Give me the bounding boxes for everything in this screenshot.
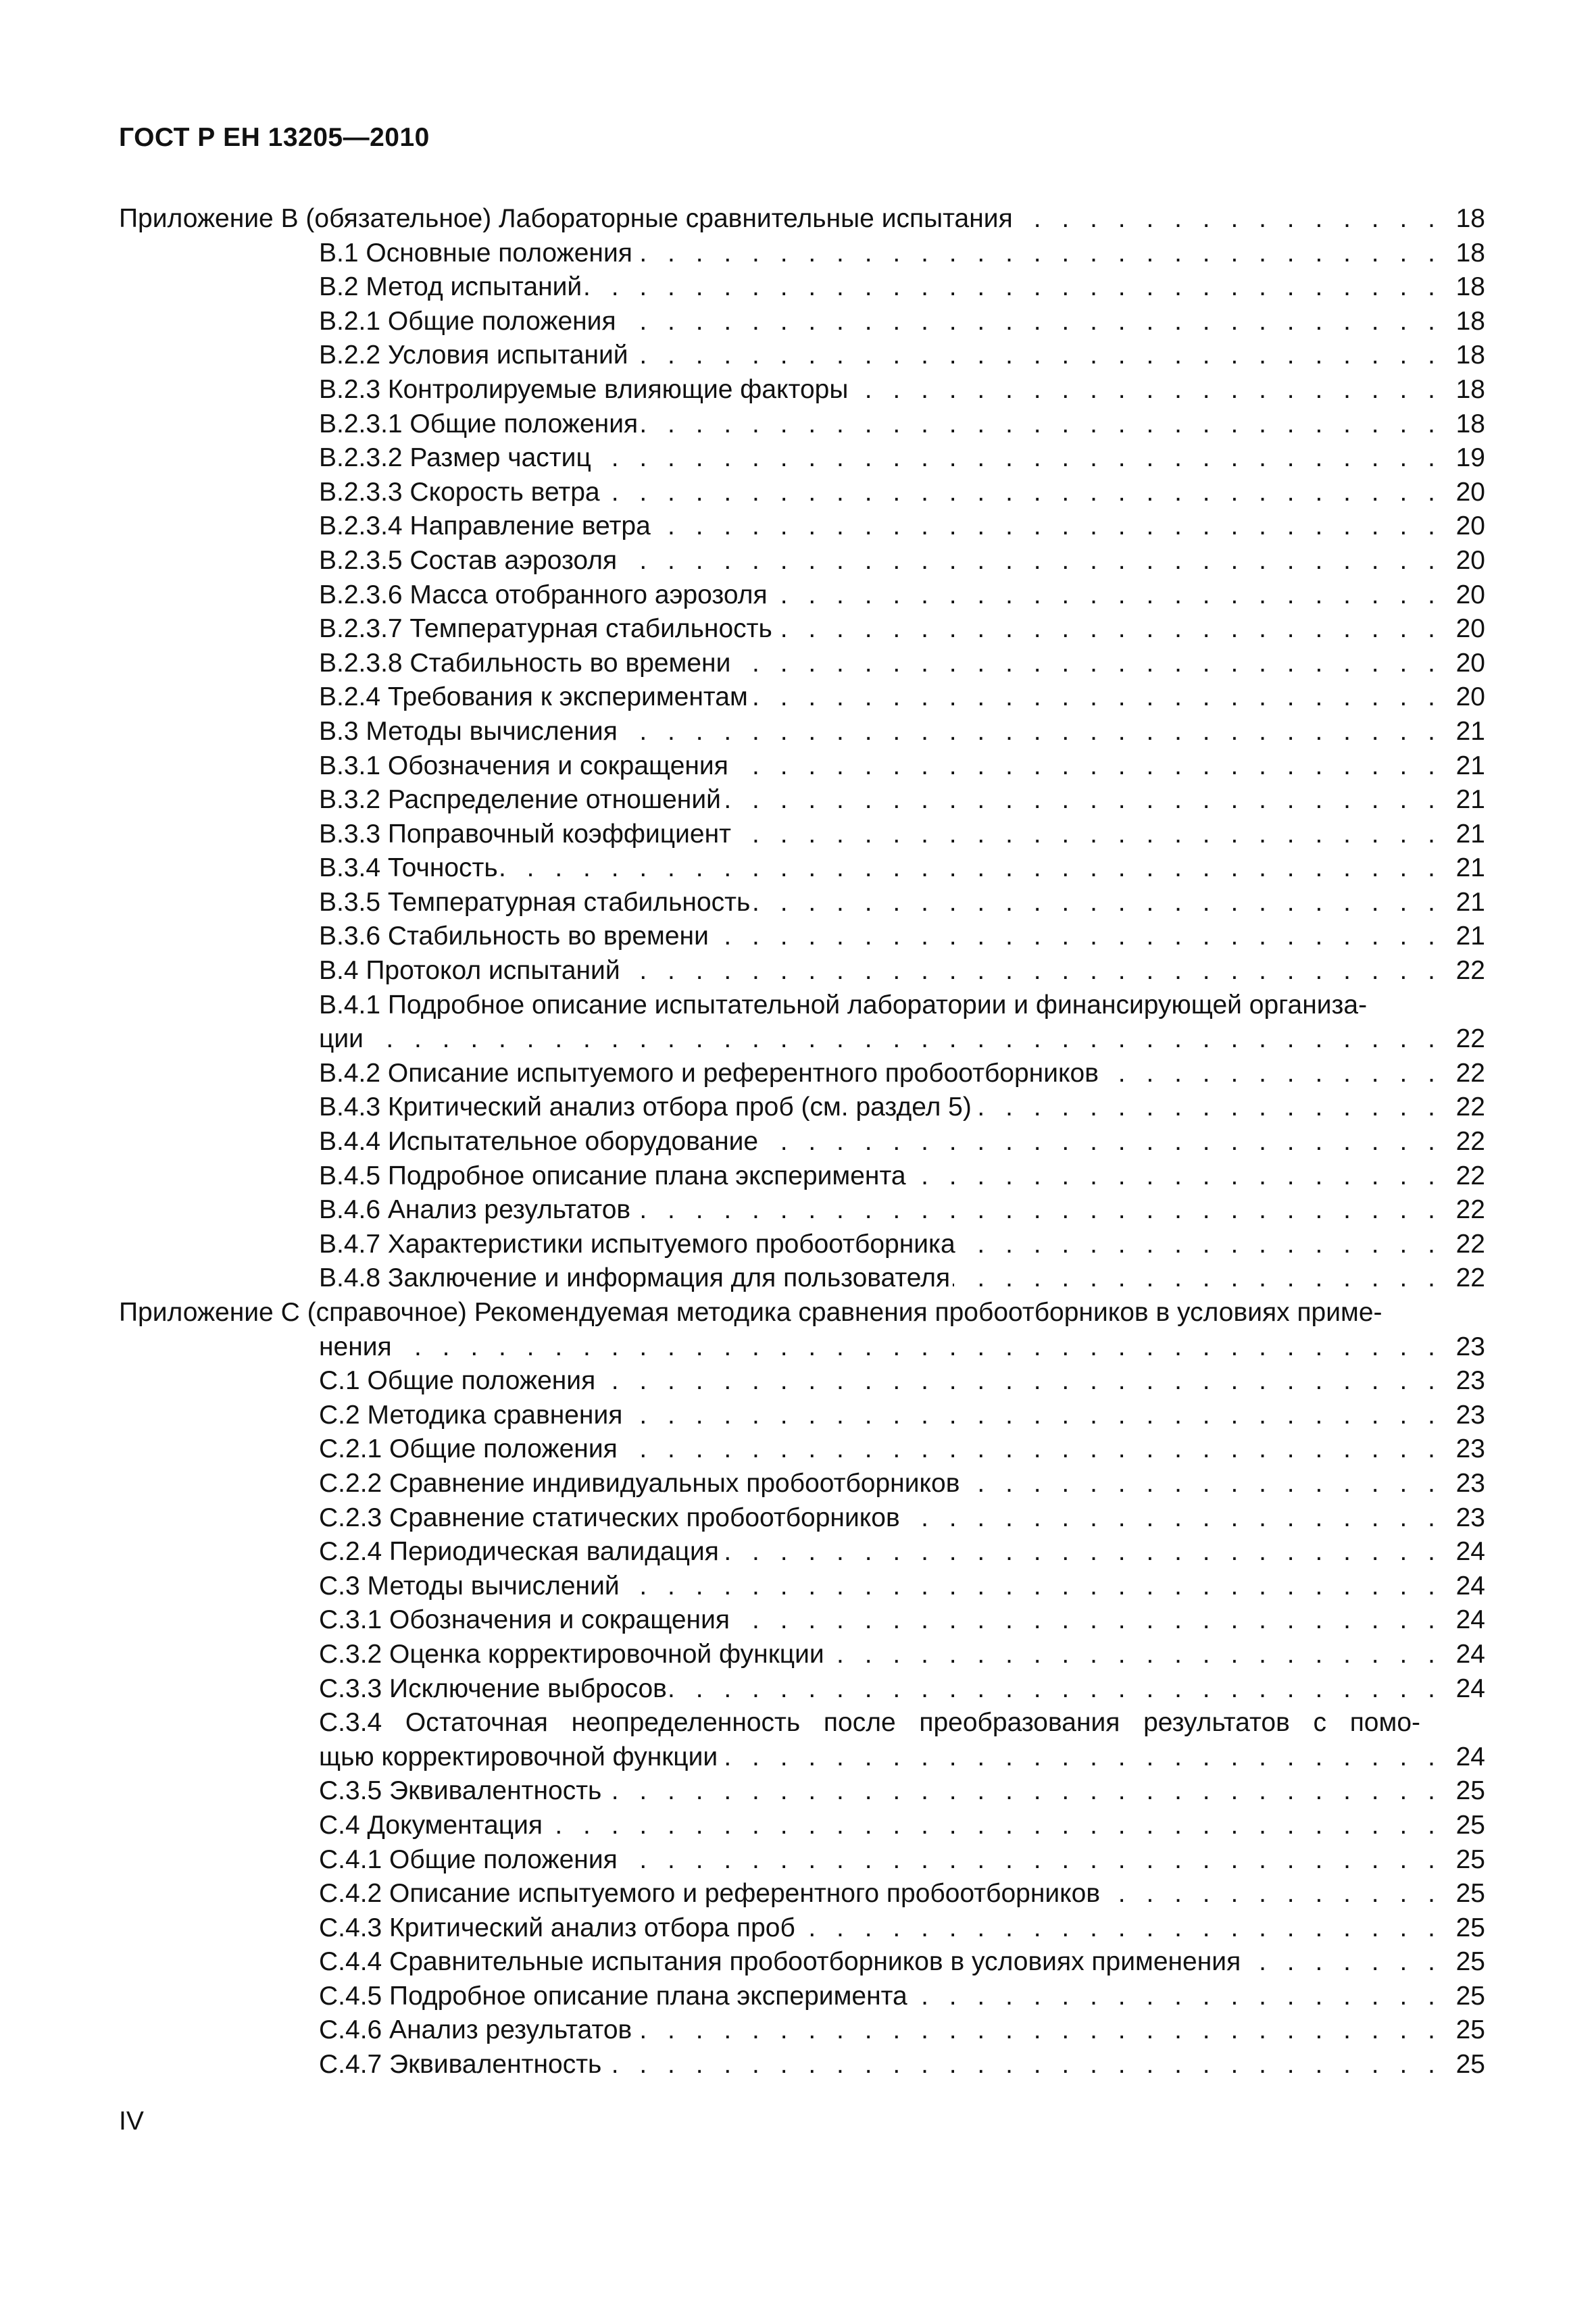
toc-entry[interactable] <box>119 1467 1485 1501</box>
toc-entry-page: 24 <box>1455 1571 1485 1601</box>
toc-entry-page: 21 <box>1455 751 1485 780</box>
toc-entry-page: 23 <box>1455 1332 1485 1361</box>
toc-entry-title: B.2.3.4 Направление ветра <box>319 511 651 541</box>
toc-entry-title: B.2.4 Требования к экспериментам <box>319 682 748 712</box>
toc-entry[interactable] <box>119 1535 1485 1569</box>
toc-entry-title: B.4.4 Испытательное оборудование <box>319 1127 759 1157</box>
toc-entry-page: 20 <box>1455 545 1485 575</box>
toc-entry-page: 18 <box>1455 238 1485 268</box>
toc-entry[interactable] <box>119 407 1485 442</box>
toc-entry[interactable] <box>119 1399 1485 1433</box>
toc-entry-page: 20 <box>1455 682 1485 712</box>
toc-dot-leader <box>953 1261 1442 1296</box>
toc-dot-leader <box>395 1330 1442 1365</box>
toc-entry-title: B.4.5 Подробное описание плана эксперимента <box>319 1161 906 1190</box>
toc-entry-title: С.4.5 Подробное описание плана эксперимента <box>319 1981 907 2011</box>
toc-entry-title: B.3.6 Стабильность во времени <box>319 922 709 951</box>
toc-dot-leader <box>501 851 1442 886</box>
toc-entry-page: 21 <box>1455 716 1485 746</box>
toc-entry-page: 22 <box>1455 1195 1485 1225</box>
toc-entry[interactable] <box>119 1364 1485 1399</box>
toc-entry[interactable] <box>119 647 1485 681</box>
toc-entry[interactable] <box>119 1569 1485 1604</box>
toc-dot-leader <box>903 1501 1442 1536</box>
toc-dot-leader <box>798 1911 1442 1946</box>
toc-entry-page: 25 <box>1455 1879 1485 1909</box>
toc-entry-page: 21 <box>1455 887 1485 917</box>
toc-entry-title: B.3.5 Температурная стабильность <box>319 887 751 917</box>
toc-entry-title: B.2.3.1 Общие положения <box>319 409 639 438</box>
toc-entry-page: 20 <box>1455 511 1485 541</box>
toc-dot-leader <box>623 954 1442 988</box>
toc-entry-title: B.4.1 Подробное описание испытательной лаборатории и финансирующей организа- <box>319 990 1368 1020</box>
toc-entry-title: B.2.3.3 Скорость ветра <box>319 477 600 507</box>
toc-entry-page: 20 <box>1455 648 1485 678</box>
toc-dot-leader <box>604 2048 1442 2082</box>
toc-entry-page: 25 <box>1455 1810 1485 1840</box>
toc-entry-title: B.3 Методы вычисления <box>319 716 618 746</box>
toc-entry-page: 21 <box>1455 853 1485 883</box>
toc-dot-leader <box>635 236 1442 271</box>
toc-entry-title: B.2 Метод испытаний <box>319 272 582 302</box>
table-of-contents <box>119 202 1485 2082</box>
toc-entry-title: С.3.5 Эквивалентность <box>319 1776 602 1806</box>
toc-entry[interactable] <box>119 1740 1485 1775</box>
toc-entry[interactable] <box>119 338 1485 373</box>
toc-dot-leader <box>584 270 1442 305</box>
toc-entry[interactable] <box>119 1125 1485 1159</box>
toc-entry-title: Приложение B (обязательное) Лабораторные сравнительные испытания <box>119 204 1013 233</box>
toc-entry[interactable] <box>119 1706 1485 1740</box>
toc-entry-title: С.2 Методика сравнения <box>319 1400 623 1430</box>
toc-entry-title: B.4 Протокол испытаний <box>319 956 620 986</box>
toc-dot-leader <box>1016 202 1442 236</box>
toc-entry-title: С.4.1 Общие положения <box>319 1844 618 1874</box>
toc-entry-title: B.2.3 Контролируемые влияющие факторы <box>319 374 849 404</box>
toc-entry-title: B.2.3.7 Температурная стабильность <box>319 614 772 644</box>
toc-entry[interactable] <box>119 1228 1485 1262</box>
toc-entry[interactable] <box>119 1945 1485 1980</box>
toc-entry-page: 21 <box>1455 785 1485 815</box>
toc-entry[interactable] <box>119 886 1485 920</box>
document-header: ГОСТ Р ЕН 13205—2010 <box>119 123 430 152</box>
toc-dot-leader <box>732 1603 1442 1638</box>
toc-entry-title: С.3.3 Исключение выбросов <box>319 1674 667 1703</box>
toc-entry[interactable] <box>119 1980 1485 2014</box>
toc-entry-page: 18 <box>1455 409 1485 438</box>
toc-entry[interactable] <box>119 1843 1485 1878</box>
toc-entry[interactable] <box>119 1022 1485 1057</box>
toc-dot-leader <box>731 749 1442 784</box>
toc-dot-leader <box>545 1809 1442 1843</box>
toc-entry-page: 25 <box>1455 1947 1485 1977</box>
toc-entry-title: С.4.4 Сравнительные испытания пробоотборников в условиях применения <box>319 1947 1241 1977</box>
toc-entry-page: 21 <box>1455 922 1485 951</box>
toc-entry-page: 18 <box>1455 204 1485 233</box>
toc-dot-leader <box>733 647 1442 681</box>
toc-entry-page: 22 <box>1455 1127 1485 1157</box>
toc-entry[interactable] <box>119 818 1485 852</box>
toc-entry[interactable] <box>119 2048 1485 2082</box>
toc-dot-leader <box>1103 1877 1442 1911</box>
toc-entry-title: С.4.7 Эквивалентность <box>319 2050 602 2080</box>
toc-dot-leader <box>958 1228 1442 1262</box>
toc-dot-leader <box>910 1980 1442 2014</box>
toc-entry-page: 19 <box>1455 443 1485 473</box>
toc-entry[interactable] <box>119 236 1485 271</box>
toc-entry-page: 20 <box>1455 580 1485 609</box>
toc-entry-page: 24 <box>1455 1537 1485 1567</box>
toc-dot-leader <box>620 1843 1442 1878</box>
toc-entry-page: 24 <box>1455 1639 1485 1669</box>
toc-entry-title: B.2.1 Общие положения <box>319 306 616 336</box>
toc-entry-page: 25 <box>1455 1844 1485 1874</box>
toc-entry-title: Приложение С (справочное) Рекомендуемая методика сравнения пробоотборников в условиях приме- <box>119 1298 1382 1327</box>
toc-dot-leader <box>724 783 1442 818</box>
toc-entry-title: С.2.3 Сравнение статических пробоотборников <box>319 1503 900 1532</box>
toc-entry[interactable] <box>119 1911 1485 1946</box>
toc-entry[interactable] <box>119 920 1485 954</box>
toc-entry-title: щью корректировочной функции <box>319 1742 718 1771</box>
toc-dot-leader <box>366 1022 1442 1057</box>
toc-entry[interactable] <box>119 1090 1485 1125</box>
toc-entry[interactable] <box>119 680 1485 715</box>
toc-entry-page: 20 <box>1455 614 1485 644</box>
toc-entry-title: B.4.3 Критический анализ отбора проб (см. раздел 5) <box>319 1092 972 1122</box>
toc-entry[interactable] <box>119 1603 1485 1638</box>
toc-entry-page: 25 <box>1455 2015 1485 2045</box>
toc-dot-leader <box>619 305 1442 339</box>
toc-entry-page: 25 <box>1455 1981 1485 2011</box>
toc-entry-page: 22 <box>1455 1058 1485 1088</box>
toc-entry-title: С.3.1 Обозначения и сокращения <box>319 1605 730 1635</box>
toc-entry-title: С.4.6 Анализ результатов <box>319 2015 632 2045</box>
toc-entry[interactable] <box>119 305 1485 339</box>
toc-dot-leader <box>712 920 1442 954</box>
toc-entry-title: С.4 Документация <box>319 1810 543 1840</box>
toc-dot-leader <box>625 1399 1442 1433</box>
toc-entry-page: 22 <box>1455 1263 1485 1293</box>
toc-entry-page: 18 <box>1455 341 1485 370</box>
toc-dot-leader <box>761 1125 1442 1159</box>
toc-dot-leader <box>620 1432 1442 1467</box>
toc-dot-leader <box>670 1672 1442 1707</box>
toc-entry-title: С.2.4 Периодическая валидация <box>319 1537 719 1567</box>
toc-dot-leader <box>909 1159 1442 1194</box>
toc-dot-leader <box>851 373 1442 407</box>
toc-entry-page: 25 <box>1455 1776 1485 1806</box>
toc-entry[interactable] <box>119 476 1485 510</box>
toc-dot-leader <box>598 1364 1442 1399</box>
toc-dot-leader <box>751 680 1442 715</box>
toc-entry[interactable] <box>119 1261 1485 1296</box>
toc-entry-title: С.3 Методы вычислений <box>319 1571 620 1601</box>
toc-entry-title: B.4.7 Характеристики испытуемого пробоотборника <box>319 1229 955 1259</box>
toc-entry[interactable] <box>119 544 1485 578</box>
toc-dot-leader <box>620 544 1442 578</box>
toc-entry-page: 22 <box>1455 956 1485 986</box>
toc-dot-leader <box>653 509 1442 544</box>
toc-dot-leader <box>770 578 1442 613</box>
toc-entry[interactable] <box>119 988 1485 1023</box>
toc-entry-page: 22 <box>1455 1161 1485 1190</box>
toc-entry-title: С.4.3 Критический анализ отбора проб <box>319 1913 795 1942</box>
toc-entry-title: С.3.4 Остаточная неопределенность после преобразования результатов с помо- <box>319 1708 1420 1738</box>
toc-entry[interactable] <box>119 373 1485 407</box>
toc-entry[interactable] <box>119 749 1485 784</box>
toc-dot-leader <box>631 338 1442 373</box>
toc-entry-title: B.2.3.5 Состав аэрозоля <box>319 545 618 575</box>
toc-entry[interactable] <box>119 441 1485 476</box>
toc-entry-page: 22 <box>1455 1229 1485 1259</box>
toc-dot-leader <box>622 1569 1442 1604</box>
toc-entry-title: B.2.2 Условия испытаний <box>319 341 628 370</box>
toc-entry-page: 23 <box>1455 1503 1485 1532</box>
toc-entry[interactable] <box>119 1672 1485 1707</box>
toc-entry-title: С.1 Общие положения <box>319 1366 596 1396</box>
toc-entry[interactable] <box>119 578 1485 613</box>
toc-entry-title: B.4.2 Описание испытуемого и референтного пробоотборников <box>319 1058 1099 1088</box>
toc-entry-title: B.3.2 Распределение отношений <box>319 785 721 815</box>
toc-entry-page: 22 <box>1455 1024 1485 1054</box>
toc-entry-page: 24 <box>1455 1674 1485 1703</box>
toc-entry-page: 23 <box>1455 1434 1485 1464</box>
toc-dot-leader <box>620 715 1442 749</box>
toc-entry-page: 18 <box>1455 374 1485 404</box>
toc-entry[interactable] <box>119 1877 1485 1911</box>
toc-entry[interactable] <box>119 1296 1485 1330</box>
toc-entry-page: 24 <box>1455 1742 1485 1771</box>
toc-entry-page: 22 <box>1455 1092 1485 1122</box>
toc-dot-leader <box>641 407 1442 442</box>
toc-entry[interactable] <box>119 612 1485 647</box>
toc-entry-title: B.3.4 Точность <box>319 853 498 883</box>
toc-entry[interactable] <box>119 954 1485 988</box>
toc-entry-title: B.2.3.2 Размер частиц <box>319 443 591 473</box>
toc-entry[interactable] <box>119 1638 1485 1672</box>
toc-dot-leader <box>604 1774 1442 1809</box>
toc-entry[interactable] <box>119 715 1485 749</box>
toc-entry-title: B.2.3.8 Стабильность во времени <box>319 648 731 678</box>
toc-dot-leader <box>720 1740 1442 1775</box>
toc-entry-title: С.4.2 Описание испытуемого и референтного пробоотборников <box>319 1879 1101 1909</box>
toc-entry-title: B.2.3.6 Масса отобранного аэрозоля <box>319 580 768 609</box>
page-number: IV <box>119 2107 144 2136</box>
toc-entry[interactable] <box>119 509 1485 544</box>
toc-entry-title: С.3.2 Оценка корректировочной функции <box>319 1639 824 1669</box>
toc-entry[interactable] <box>119 202 1485 236</box>
toc-entry-page: 18 <box>1455 306 1485 336</box>
toc-dot-leader <box>827 1638 1442 1672</box>
toc-entry-page: 20 <box>1455 477 1485 507</box>
toc-entry[interactable] <box>119 1193 1485 1228</box>
toc-entry[interactable] <box>119 1330 1485 1365</box>
toc-dot-leader <box>603 476 1442 510</box>
toc-dot-leader <box>634 2013 1442 2048</box>
toc-dot-leader <box>722 1535 1442 1569</box>
toc-entry-title: B.3.3 Поправочный коэффициент <box>319 819 732 849</box>
toc-dot-leader <box>633 1193 1442 1228</box>
toc-entry-page: 23 <box>1455 1400 1485 1430</box>
toc-entry[interactable] <box>119 1159 1485 1194</box>
toc-entry-page: 23 <box>1455 1366 1485 1396</box>
toc-dot-leader <box>753 886 1442 920</box>
toc-entry-page: 25 <box>1455 1913 1485 1942</box>
toc-entry-page: 23 <box>1455 1468 1485 1498</box>
toc-entry[interactable] <box>119 1432 1485 1467</box>
toc-entry-title: С.2.2 Сравнение индивидуальных пробоотборников <box>319 1468 960 1498</box>
toc-entry[interactable] <box>119 270 1485 305</box>
toc-dot-leader <box>594 441 1442 476</box>
toc-entry-title: B.3.1 Обозначения и сокращения <box>319 751 728 780</box>
toc-entry-title: С.2.1 Общие положения <box>319 1434 618 1464</box>
toc-entry-page: 25 <box>1455 2050 1485 2080</box>
toc-entry[interactable] <box>119 1057 1485 1091</box>
toc-dot-leader <box>1243 1945 1442 1980</box>
toc-entry-page: 21 <box>1455 819 1485 849</box>
toc-entry-title: B.4.6 Анализ результатов <box>319 1195 631 1225</box>
toc-dot-leader <box>962 1467 1442 1501</box>
toc-entry[interactable] <box>119 2013 1485 2048</box>
toc-entry[interactable] <box>119 1501 1485 1536</box>
toc-entry[interactable] <box>119 783 1485 818</box>
toc-entry-page: 24 <box>1455 1605 1485 1635</box>
toc-entry[interactable] <box>119 1809 1485 1843</box>
toc-dot-leader <box>974 1090 1442 1125</box>
toc-dot-leader <box>775 612 1442 647</box>
toc-entry-title: B.4.8 Заключение и информация для пользователя <box>319 1263 951 1293</box>
toc-dot-leader <box>1101 1057 1442 1091</box>
toc-entry[interactable] <box>119 851 1485 886</box>
toc-entry-page: 18 <box>1455 272 1485 302</box>
toc-entry-title: ции <box>319 1024 364 1054</box>
toc-entry-title: нения <box>319 1332 392 1361</box>
toc-entry[interactable] <box>119 1774 1485 1809</box>
toc-dot-leader <box>734 818 1442 852</box>
toc-entry-title: B.1 Основные положения <box>319 238 632 268</box>
